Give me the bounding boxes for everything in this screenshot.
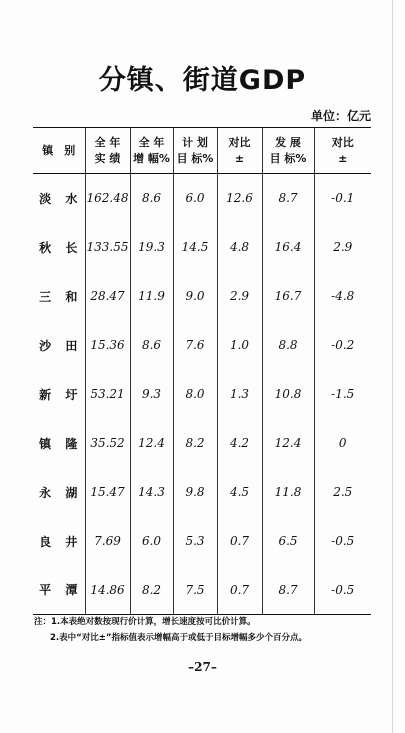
cell-plan-comparison: 4.8 [217, 223, 262, 272]
cell-plan-target: 7.6 [173, 321, 217, 370]
cell-plan-target: 5.3 [173, 517, 217, 566]
header-annual-actual: 全 年 实 绩 [85, 128, 130, 174]
cell-plan-target: 9.0 [173, 272, 217, 321]
table-notes [34, 614, 394, 646]
cell-annual-actual: 133.55 [85, 223, 130, 272]
cell-development-comparison: -1.5 [314, 370, 371, 419]
cell-town-name: 新 圩 [39, 387, 83, 402]
cell-town-name: 淡 水 [39, 191, 83, 206]
table-row [33, 468, 371, 517]
cell-town-name: 平 潭 [33, 566, 85, 615]
cell-annual-growth: 11.9 [130, 272, 173, 321]
cell-development-target: 11.8 [262, 468, 314, 517]
cell-plan-comparison: 0.7 [217, 566, 262, 615]
cell-town-name: 沙 田 [39, 338, 83, 353]
cell-development-comparison: -0.5 [314, 517, 371, 566]
cell-development-target: 16.7 [262, 272, 314, 321]
cell-annual-actual: 14.86 [85, 566, 130, 615]
cell-annual-actual: 162.48 [85, 174, 130, 223]
cell-plan-comparison: 4.5 [217, 468, 262, 517]
cell-annual-actual: 35.52 [85, 419, 130, 468]
cell-development-target: 10.8 [262, 370, 314, 419]
cell-plan-comparison: 2.9 [217, 272, 262, 321]
header-annual-growth: 全 年 增 幅% [130, 128, 173, 174]
note-line-2: 2.表中“对比±”指标值表示增幅高于或低于目标增幅多少个百分点。 [50, 633, 307, 643]
cell-development-comparison: -0.1 [314, 174, 371, 223]
cell-plan-target: 14.5 [173, 223, 217, 272]
cell-plan-target: 9.8 [173, 468, 217, 517]
table-row [33, 272, 371, 321]
cell-development-target: 12.4 [262, 419, 314, 468]
cell-town-name: 三 和 [39, 289, 83, 304]
header-plan-comparison: 对比 ± [217, 128, 262, 174]
cell-annual-actual: 15.47 [85, 468, 130, 517]
gdp-table [33, 127, 371, 615]
cell-annual-growth: 19.3 [130, 223, 173, 272]
table-row [33, 174, 371, 223]
cell-annual-actual: 7.69 [85, 517, 130, 566]
header-town: 镇 别 [33, 128, 85, 174]
table-row [33, 566, 371, 615]
table-body [33, 174, 371, 615]
cell-development-target: 8.7 [262, 174, 314, 223]
cell-development-target: 6.5 [262, 517, 314, 566]
cell-plan-target: 8.0 [173, 370, 217, 419]
table-header-row [33, 128, 371, 174]
cell-development-target: 8.8 [262, 321, 314, 370]
header-development-target: 发 展 目 标% [262, 128, 314, 174]
cell-plan-comparison: 12.6 [217, 174, 262, 223]
cell-annual-growth: 8.6 [130, 321, 173, 370]
page-number: –27– [188, 660, 217, 674]
cell-annual-growth: 6.0 [130, 517, 173, 566]
cell-annual-growth: 9.3 [130, 370, 173, 419]
cell-annual-actual: 28.47 [85, 272, 130, 321]
cell-development-target: 8.7 [262, 566, 314, 615]
cell-development-comparison: 2.9 [314, 223, 371, 272]
page-title: 分镇、街道GDP [98, 65, 307, 96]
cell-development-comparison: 0 [314, 419, 371, 468]
table-row [33, 517, 371, 566]
cell-annual-growth: 8.6 [130, 174, 173, 223]
cell-development-comparison: -4.8 [314, 272, 371, 321]
note-line-1: 注：1.本表绝对数按现行价计算，增长速度按可比价计算。 [34, 617, 256, 627]
cell-plan-target: 7.5 [173, 566, 217, 615]
unit-label: 单位：亿元 [310, 109, 371, 123]
cell-development-comparison: 2.5 [314, 468, 371, 517]
cell-annual-growth: 8.2 [130, 566, 173, 615]
cell-plan-comparison: 0.7 [217, 517, 262, 566]
cell-town-name: 秋 长 [39, 240, 83, 255]
cell-annual-actual: 15.36 [85, 321, 130, 370]
cell-plan-target: 6.0 [173, 174, 217, 223]
cell-development-comparison: -0.2 [314, 321, 371, 370]
cell-annual-growth: 12.4 [130, 419, 173, 468]
cell-development-target: 16.4 [262, 223, 314, 272]
cell-development-comparison: -0.5 [314, 566, 371, 615]
cell-town-name: 镇 隆 [39, 436, 83, 451]
cell-town-name: 良 井 [39, 534, 83, 549]
header-development-comparison: 对比 ± [314, 128, 371, 174]
cell-plan-target: 8.2 [173, 419, 217, 468]
table-row [33, 223, 371, 272]
table-row [33, 370, 371, 419]
cell-plan-comparison: 1.0 [217, 321, 262, 370]
header-plan-target: 计 划 目 标% [173, 128, 217, 174]
cell-annual-actual: 53.21 [85, 370, 130, 419]
cell-annual-growth: 14.3 [130, 468, 173, 517]
cell-plan-comparison: 4.2 [217, 419, 262, 468]
table-row [33, 321, 371, 370]
cell-plan-comparison: 1.3 [217, 370, 262, 419]
table-row [33, 419, 371, 468]
cell-town-name: 永 湖 [39, 485, 83, 500]
